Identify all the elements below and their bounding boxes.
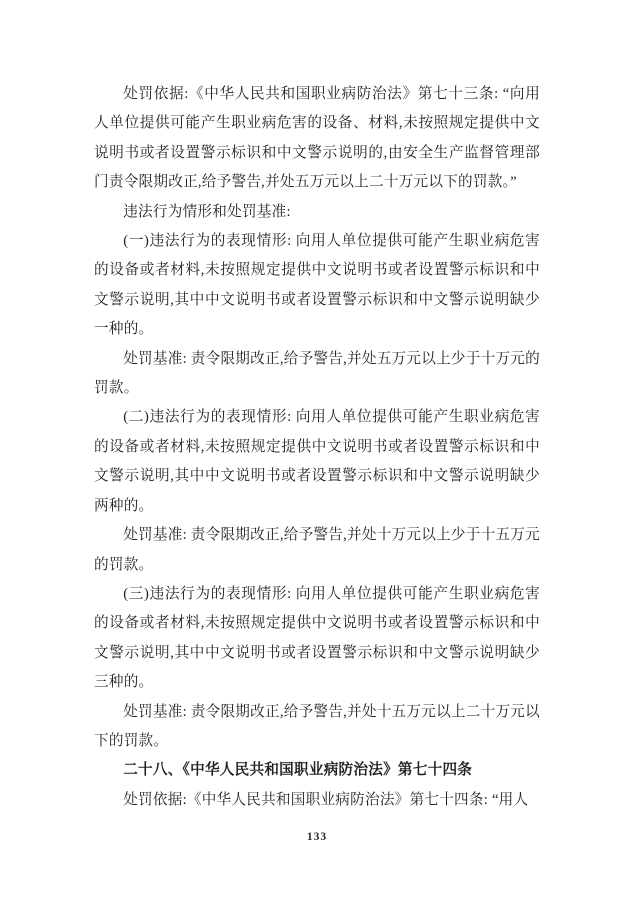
paragraph: 处罚基准: 责令限期改正,给予警告,并处十万元以上少于十五万元的罚款。 <box>94 527 540 573</box>
paragraph: (二)违法行为的表现情形: 向用人单位提供可能产生职业病危害的设备或者材料,未按照规定提供中文说明书或者设置警示标识和中文警示说明,其中中文说明书或者设置警示标识和中文警示说明缺少两种的。 <box>94 409 540 514</box>
paragraph: (一)违法行为的表现情形: 向用人单位提供可能产生职业病危害的设备或者材料,未按照规定提供中文说明书或者设置警示标识和中文警示说明,其中中文说明书或者设置警示标识和中文警示说明缺少一种的。 <box>94 233 540 338</box>
paragraph: 处罚依据:《中华人民共和国职业病防治法》第七十三条: “向用人单位提供可能产生职业病危害的设备、材料,未按照规定提供中文说明书或者设置警示标识和中文警示说明的,由安全生产监督管理部门责令限期改正,给予警告,并处五万元以上二十万元以下的罚款。” <box>94 86 540 191</box>
section-heading: 二十八、《中华人民共和国职业病防治法》第七十四条 <box>123 762 473 779</box>
document-body <box>94 80 540 815</box>
paragraph: 处罚基准: 责令限期改正,给予警告,并处十五万元以上二十万元以下的罚款。 <box>94 703 540 749</box>
paragraph: 处罚依据:《中华人民共和国职业病防治法》第七十四条: “用人 <box>123 791 529 808</box>
paragraph: (三)违法行为的表现情形: 向用人单位提供可能产生职业病危害的设备或者材料,未按照规定提供中文说明书或者设置警示标识和中文警示说明,其中中文说明书或者设置警示标识和中文警示说明缺少三种的。 <box>94 585 540 691</box>
paragraph: 违法行为情形和处罚基准: <box>123 203 291 220</box>
page-number: 133 <box>306 831 328 844</box>
paragraph: 处罚基准: 责令限期改正,给予警告,并处五万元以上少于十万元的罚款。 <box>94 350 540 397</box>
